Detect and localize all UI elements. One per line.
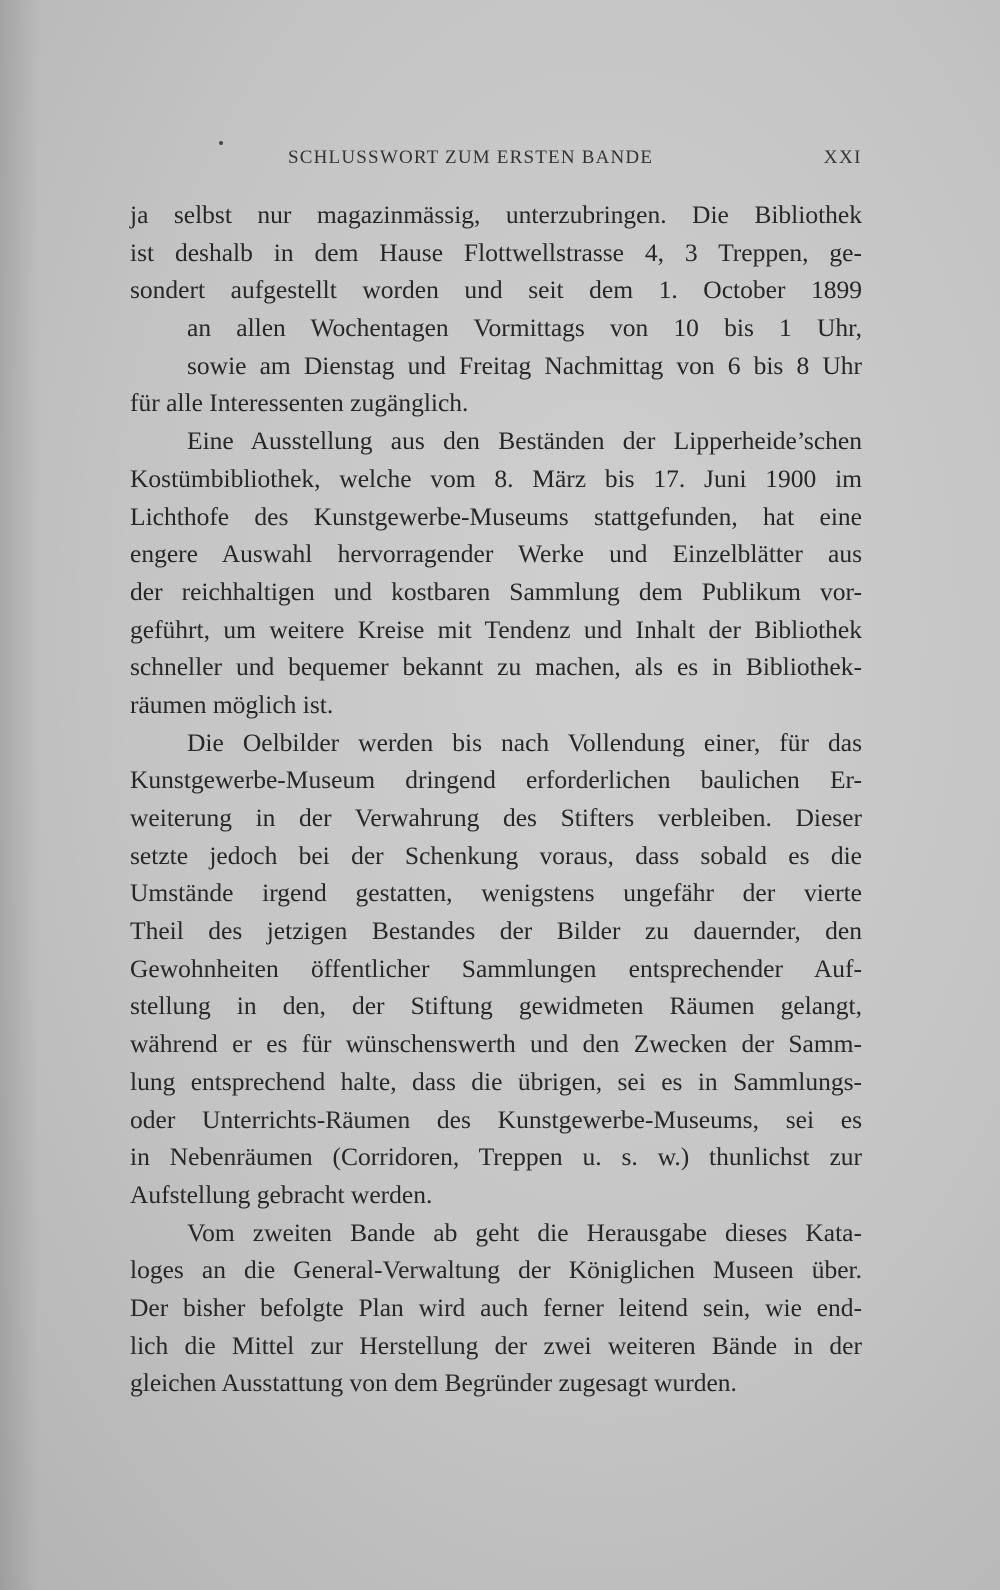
text-line: geführt, um weitere Kreise mit Tendenz und Inhalt der Bibliothek [130,614,862,644]
text-line: ja selbst nur magazinmässig, unterzubringen. Die Bibliothek [130,200,862,229]
text-line: sowie am Dienstag und Freitag Nachmittag von 6 bis 8 Uhr [187,350,862,380]
page-number: XXI [823,147,862,168]
body-text [130,196,862,1402]
text-line: während er es für wünschenswerth und den Zwecken der Samm- [130,1029,862,1059]
text-line: loges an die General-Verwaltung der Königlichen Museen über. [130,1255,862,1285]
text-line: lung entsprechend halte, dass die übrigen, sei es in Sammlungs- [130,1066,862,1096]
text-line: oder Unterrichts-Räumen des Kunstgewerbe-Museums, sei es [130,1104,862,1134]
text-line: räumen möglich ist. [130,689,334,719]
text-line: Lichthofe des Kunstgewerbe-Museums stattgefunden, hat eine [130,501,862,531]
text-line: setzte jedoch bei der Schenkung voraus, dass sobald es die [130,840,862,870]
text-line: Der bisher befolgte Plan wird auch ferner leitend sein, wie end- [130,1292,862,1322]
running-head [130,145,862,173]
paragraph-start-line: Vom zweiten Bande ab geht die Herausgabe dieses Kata- [187,1217,862,1247]
text-line: lich die Mittel zur Herstellung der zwei weiteren Bände in der [130,1330,862,1360]
text-line: Gewohnheiten öffentlicher Sammlungen entsprechender Auf- [130,953,862,983]
text-line: schneller und bequemer bekannt zu machen, als es in Bibliothek- [130,652,862,682]
text-line: der reichhaltigen und kostbaren Sammlung dem Publikum vor- [130,576,862,606]
text-line: Kostümbibliothek, welche vom 8. März bis 17. Juni 1900 im [130,463,862,493]
text-line: Umstände irgend gestatten, wenigstens ungefähr der vierte [130,878,862,908]
text-line: Aufstellung gebracht werden. [130,1179,433,1209]
text-line: sondert aufgestellt worden und seit dem 1. October 1899 [130,275,862,305]
text-line: Theil des jetzigen Bestandes der Bilder zu dauernder, den [130,916,862,946]
text-line: für alle Interessenten zugänglich. [130,388,469,418]
text-line: engere Auswahl hervorragender Werke und Einzelblätter aus [130,539,862,569]
text-line: an allen Wochentagen Vormittags von 10 bis 1 Uhr, [187,313,862,343]
text-line: ist deshalb in dem Hause Flottwellstrasse 4, 3 Treppen, ge- [130,237,862,267]
text-line: Kunstgewerbe-Museum dringend erforderlichen baulichen Er- [130,765,862,795]
running-title: SCHLUSSWORT ZUM ERSTEN BANDE [288,147,654,168]
paragraph-start-line: Die Oelbilder werden bis nach Vollendung einer, für das [187,727,862,757]
text-line: in Nebenräumen (Corridoren, Treppen u. s. w.) thunlichst zur [130,1142,862,1172]
text-line: gleichen Ausstattung von dem Begründer zugesagt wurden. [130,1368,737,1398]
text-line: weiterung in der Verwahrung des Stifters verbleiben. Dieser [130,803,862,832]
text-line: stellung in den, der Stiftung gewidmeten Räumen gelangt, [130,991,862,1021]
paragraph-start-line: Eine Ausstellung aus den Beständen der Lipperheide’schen [187,426,862,456]
